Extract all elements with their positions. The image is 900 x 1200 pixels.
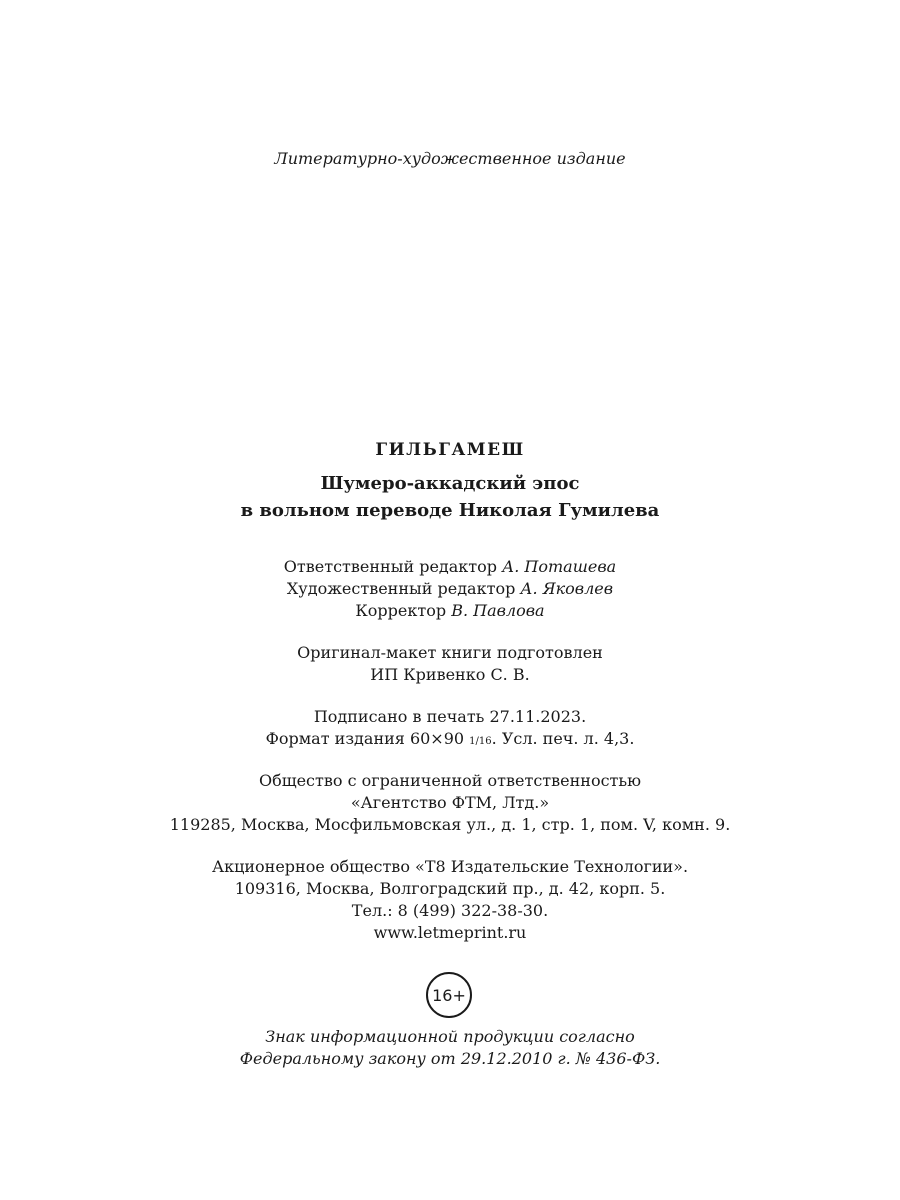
chief-editor-label: Ответственный редактор	[283, 557, 498, 576]
art-editor-line	[0, 578, 900, 600]
layout-line-2: ИП Кривенко С. В.	[370, 665, 530, 684]
art-editor-name: А. Яковлев	[520, 579, 614, 598]
edition-type: Литературно-художественное издание	[274, 149, 626, 168]
printer-website: www.letmeprint.ru	[373, 923, 527, 942]
age-rating-notice	[0, 1026, 900, 1070]
publisher-block	[0, 770, 900, 836]
publisher-address: 119285, Москва, Мосфильмовская ул., д. 1, стр. 1, пом. V, комн. 9.	[169, 815, 731, 834]
chief-editor-line	[0, 556, 900, 578]
printer-line-1: Акционерное общество «Т8 Издательские Технологии».	[211, 857, 689, 876]
proofreader-name: В. Павлова	[451, 601, 545, 620]
editors-block	[0, 556, 900, 622]
layout-block	[0, 642, 900, 686]
subtitle-line-2: в вольном переводе Николая Гумилева	[240, 500, 660, 521]
publisher-line-1: Общество с ограниченной ответственностью	[258, 771, 642, 790]
chief-editor-name: А. Поташева	[502, 557, 617, 576]
book-title: ГИЛЬГАМЕШ	[375, 440, 525, 460]
format-suffix: . Усл. печ. л. 4,3.	[491, 729, 635, 748]
publisher-line-2: «Агентство ФТМ, Лтд.»	[350, 793, 550, 812]
art-editor-label: Художественный редактор	[286, 579, 516, 598]
format-fraction: 1/16	[469, 736, 492, 747]
format-prefix: Формат издания 60×90	[265, 729, 465, 748]
printer-phone: Тел.: 8 (499) 322-38-30.	[351, 901, 549, 920]
format-line	[0, 728, 900, 753]
notice-line-2: Федеральному закону от 29.12.2010 г. № 436-ФЗ.	[239, 1049, 661, 1068]
printing-block	[0, 706, 900, 753]
signed-to-print: Подписано в печать 27.11.2023.	[313, 707, 587, 726]
printer-block	[0, 856, 900, 944]
subtitle-line-1: Шумеро-аккадский эпос	[320, 473, 580, 494]
layout-line-1: Оригинал-макет книги подготовлен	[297, 643, 603, 662]
notice-line-1: Знак информационной продукции согласно	[265, 1027, 635, 1046]
proofreader-line	[0, 600, 900, 622]
proofreader-label: Корректор	[355, 601, 447, 620]
printer-address: 109316, Москва, Волгоградский пр., д. 42, корп. 5.	[234, 879, 666, 898]
book-subtitle	[0, 470, 900, 524]
age-rating-badge: 16+	[426, 972, 472, 1018]
